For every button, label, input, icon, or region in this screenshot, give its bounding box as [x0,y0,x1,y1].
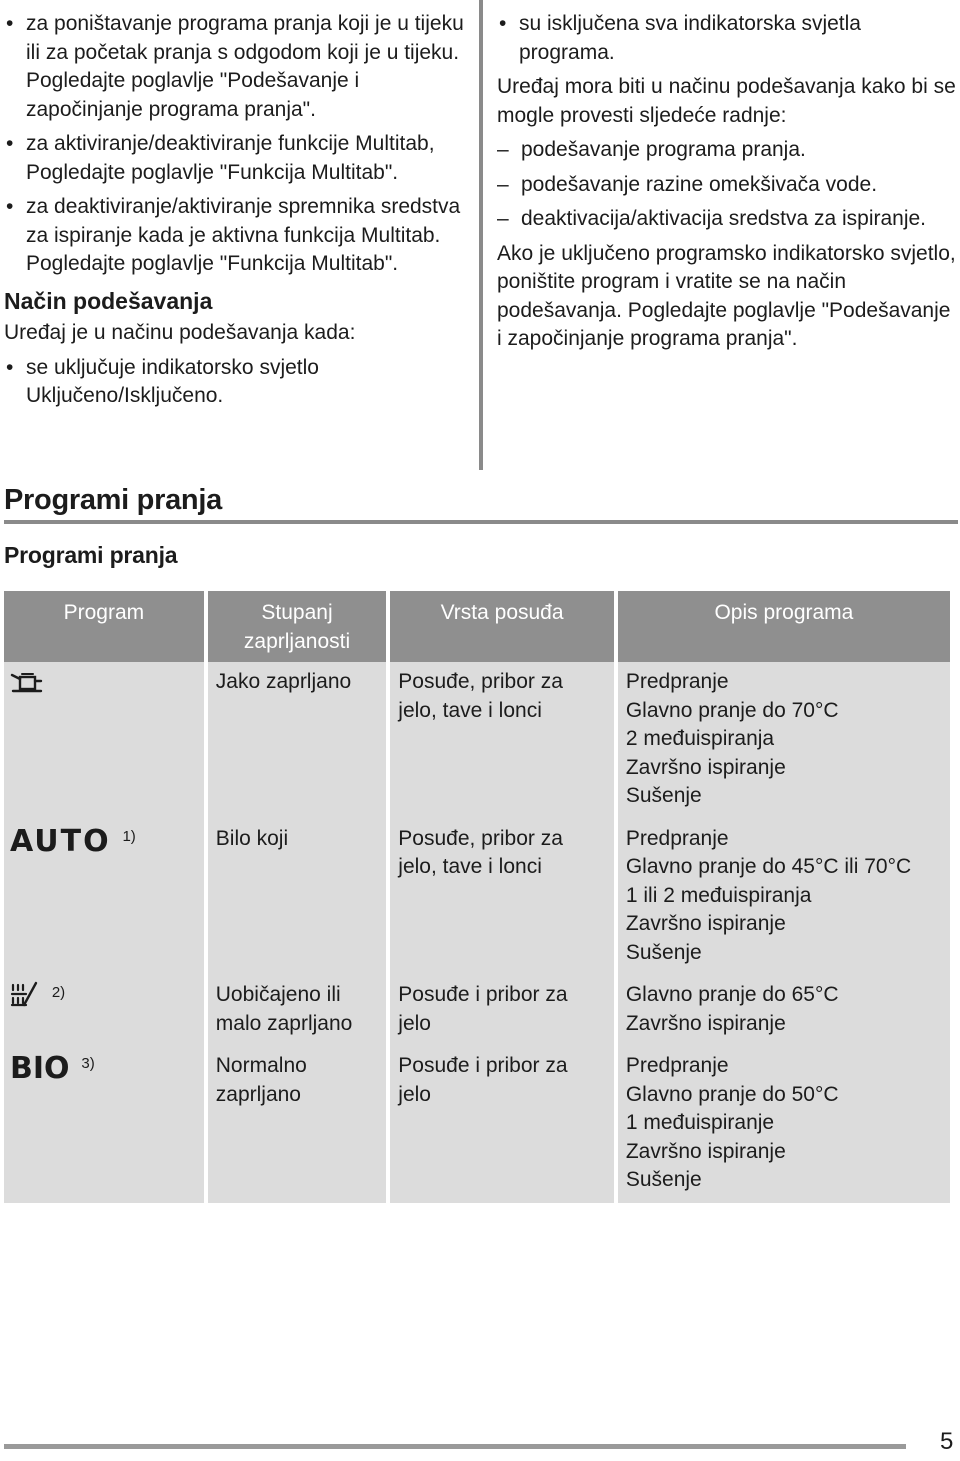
list-item: – podešavanje programa pranja. [497,136,959,165]
table-header-row [4,591,950,662]
footnote-ref: 2) [51,984,66,1001]
footer-rule [4,1444,906,1449]
description-cell [618,819,950,976]
description-line: 2 međuispiranja [625,727,775,750]
list-item: – deaktivacija/aktivacija sredstva za ispiranje. [497,205,959,234]
program-cell [4,662,204,819]
right-paragraph-1: Uređaj mora biti u načinu podešavanja kako bi se mogle provesti sljedeće radnje: [497,75,956,127]
programs-table [0,591,954,1203]
description-line: Završno ispiranje [625,755,786,779]
left-bullets-mode [4,354,466,411]
footnote-ref: 3) [81,1055,95,1072]
soil-cell: Uobičajeno ili malo zaprljano [208,975,387,1046]
table-caption: Programi pranja [4,542,178,568]
header-description: Opis programa [618,591,950,662]
right-bullets [497,10,959,67]
soil-cell: Jako zaprljano [208,662,387,819]
bio-icon: BIO [10,1051,70,1086]
auto-icon: AUTO [10,823,111,859]
dishes-cell: Posuđe i pribor za jelo [390,975,614,1046]
mode-intro: Uređaj je u načinu podešavanja kada: [4,321,356,344]
page-number: 5 [940,1428,954,1455]
quick-wash-icon [10,981,40,1007]
description-line: Predpranje [625,826,729,850]
list-item: • za deaktiviranje/aktiviranje spremnika sredstva za ispiranje kada je aktivna funkcija Multitab. Pogledajte poglavlje "Funkcija Multitab". [4,193,466,279]
table-row [4,819,950,976]
description-line: Sušenje [625,1168,702,1191]
description-line: Glavno pranje do 70°C [625,698,839,722]
description-line: Glavno pranje do 65°C [625,983,839,1006]
program-cell [4,819,204,976]
description-line: Završno ispiranje [625,1011,786,1035]
list-item: • za aktiviranje/deaktiviranje funkcije Multitab, Pogledajte poglavlje "Funkcija Multitab". [4,130,466,187]
description-cell [618,975,950,1046]
description-line: Sušenje [625,784,702,807]
table-row [4,1046,950,1203]
section-title: Programi pranja [4,484,222,516]
right-dash-list [497,136,959,234]
list-item: • se uključuje indikatorsko svjetlo Uključeno/Isključeno. [4,354,466,411]
description-line: 1 međuispiranje [625,1111,775,1134]
header-program: Program [4,591,204,662]
description-line: Sušenje [625,940,702,964]
list-item: – podešavanje razine omekšivača vode. [497,171,959,200]
header-soil-level: Stupanj zaprljanosti [208,591,387,662]
left-bullets-top [4,10,466,279]
list-item: • za poništavanje programa pranja koji je u tijeku ili za početak pranja s odgodom koji je u tijeku. Pogledajte poglavlje "Podešavanje i započinjanje programa pranja". [4,10,466,124]
description-cell [618,1046,950,1203]
left-column [4,10,466,417]
description-line: Završno ispiranje [625,1139,786,1163]
description-line: Glavno pranje do 50°C [625,1082,839,1106]
description-line: Završno ispiranje [625,912,786,935]
description-line: Predpranje [625,1054,729,1077]
description-cell [618,662,950,819]
dishes-cell: Posuđe, pribor za jelo, tave i lonci [390,662,614,819]
dishes-cell: Posuđe, pribor za jelo, tave i lonci [390,819,614,976]
right-column [497,10,959,360]
footnote-ref: 1) [122,827,136,845]
description-line: Glavno pranje do 45°C ili 70°C [625,855,912,878]
program-cell [4,1046,204,1203]
soil-cell: Normalno zaprljano [208,1046,387,1203]
description-line: Predpranje [625,670,729,693]
description-line: 1 ili 2 međuispiranja [625,883,812,907]
dishes-cell: Posuđe i pribor za jelo [390,1046,614,1203]
soil-cell: Bilo koji [208,819,387,976]
right-paragraph-2: Ako je uključeno programsko indikatorsko svjetlo, poništite program i vratite se na način podešavanja. Pogledajte poglavlje "Podešavanje i započinjanje programa pranja". [497,241,956,350]
table-row [4,662,950,819]
pot-icon [10,668,44,694]
section-rule [4,520,958,524]
program-cell [4,975,204,1046]
table-row [4,975,950,1046]
list-item: • su isključena sva indikatorska svjetla programa. [497,10,959,67]
header-dish-type: Vrsta posuđa [390,591,614,662]
mode-subheading: Način podešavanja [4,287,213,314]
column-divider [479,0,483,470]
